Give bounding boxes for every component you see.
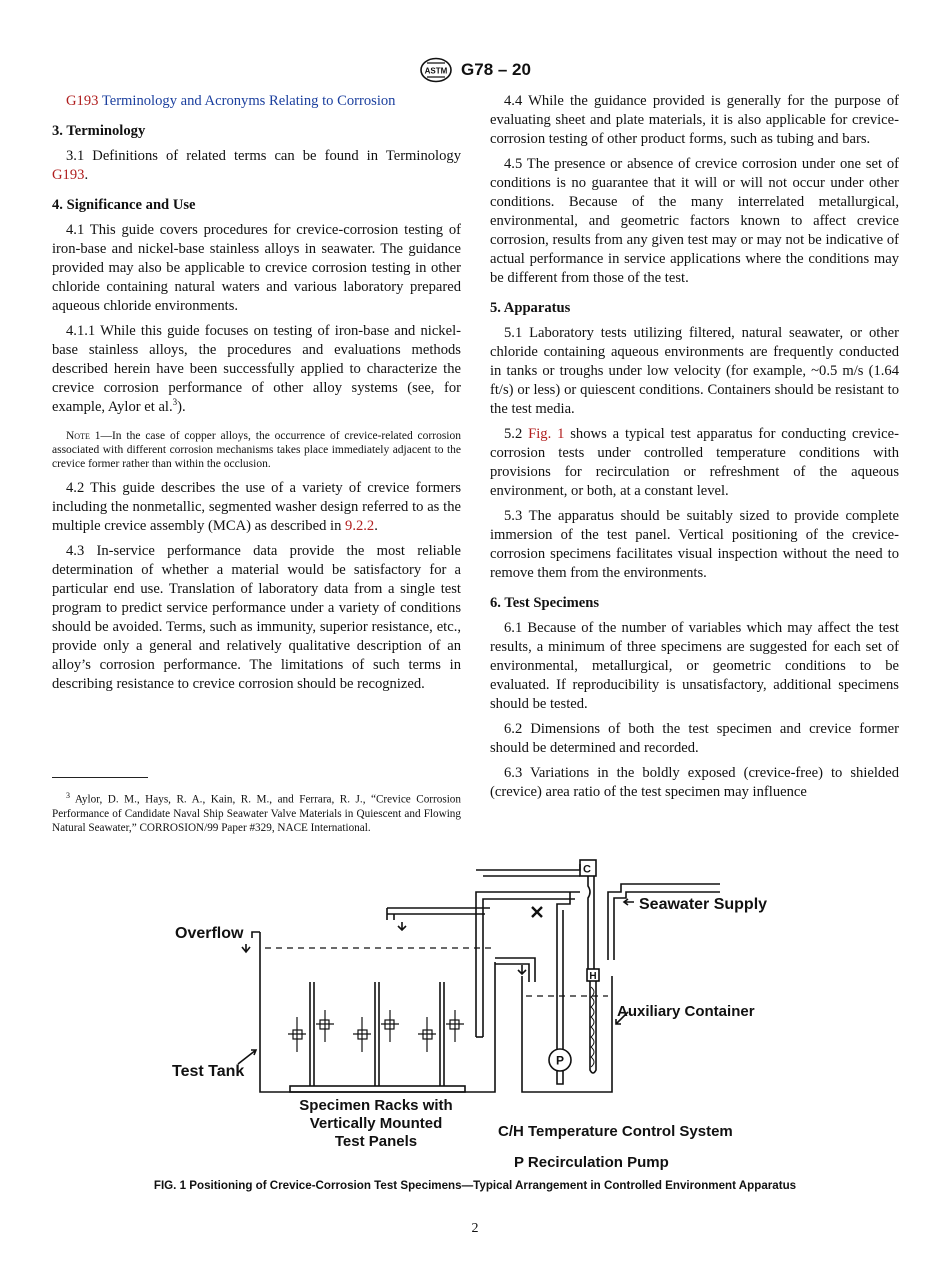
paragraph-6-3: 6.3 Variations in the boldly exposed (crevice-free) to shielded (crevice) area ratio of the test specimen may influence [490, 765, 899, 800]
paragraph-6-1: 6.1 Because of the number of variables which may affect the test results, a minimum of three specimens are suggested for each set of environmental, metallurgical, or geometric conditions to be evaluated. If reproducibility is unsatisfactory, additional specimens should be tested. [490, 620, 899, 712]
control-pipe [476, 864, 580, 876]
legend-temperature-control: C/H Temperature Control System [498, 1123, 733, 1140]
rack-3 [440, 982, 444, 1086]
page-number: 2 [471, 1221, 479, 1236]
page-header [0, 56, 950, 84]
paragraph-3-1 [52, 147, 461, 185]
paragraph-4-4: 4.4 While the guidance provided is generally for the purpose of evaluating sheet and plate materials, it is also applicable for crevice-corrosion testing of other product forms, such as tubing and bars. [490, 93, 899, 147]
legend-recirculation-pump: P Recirculation Pump [514, 1154, 669, 1171]
heater-coil [591, 987, 594, 1067]
p411-end: ). [177, 399, 186, 415]
section-3-title: 3. Terminology [52, 123, 146, 139]
footnote-divider [52, 777, 148, 778]
p31-text: 3.1 Definitions of related terms can be found in Terminology [66, 148, 461, 164]
paragraph-4-1: 4.1 This guide covers procedures for crevice-corrosion testing of iron-base and nickel-base stainless alloys in seawater. The guidance provided may also be applicable to crevice corrosion testing in other chloride containing natural waters and various laboratory prepared aqueous chloride environments. [52, 222, 461, 314]
test-tank-leader [238, 1050, 256, 1064]
paragraph-4-2 [52, 479, 461, 536]
p31-ref-link[interactable]: G193 [52, 167, 85, 183]
logo-text: ASTM [424, 66, 448, 76]
paragraph-5-3: 5.3 The apparatus should be suitably sized to provide complete immersion of the test panel. Vertical positioning of the crevice-corrosion specimens facilitates visual inspection without the need to remove them from the environments. [490, 508, 899, 581]
p42-text: 4.2 This guide describes the use of a variety of crevice formers including the nonmetallic, segmented washer design referred to as the multiple crevice assembly (MCA) as described in [52, 480, 461, 534]
paragraph-6-2: 6.2 Dimensions of both the test specimen and crevice former should be determined and recorded. [490, 721, 899, 756]
rack-1 [310, 982, 314, 1086]
auxiliary-container-outline [522, 976, 612, 1092]
return-arrow-icon [398, 922, 406, 930]
note-text: —In the case of copper alloys, the occurrence of crevice-related corrosion associated with different corrosion mechanisms takes place immediately adjacent to the crevice former rather than within the occlusion. [52, 430, 461, 470]
p411-text: 4.1.1 While this guide focuses on testing of iron-base and nickel-base stainless alloys, the procedures and evaluations methods described herein have been successfully applied to characterize the crevice corrosion performance of other alloy systems (see, for example, Aylor et al. [52, 323, 461, 415]
footnote-3 [52, 789, 461, 835]
footnote-ref-3[interactable]: 3 [172, 397, 178, 408]
overflow-pipe [252, 932, 260, 938]
apparatus-diagram [150, 852, 800, 1178]
test-tank-outline [260, 932, 495, 1092]
fig1-ref-link[interactable]: Fig. 1 [528, 426, 565, 442]
ref-title[interactable]: Terminology and Acronyms Relating to Corrosion [98, 93, 396, 109]
overflow-arrow-icon [242, 944, 250, 952]
p31-end: . [84, 167, 89, 183]
auxiliary-container-label: Auxiliary Container [617, 1003, 755, 1020]
paragraph-4-5: 4.5 The presence or absence of crevice corrosion under one set of conditions is no guarantee that it will or will not occur under other conditions. Because of the many interrelated metallurgical, environmental, and geometric factors known to affect crevice corrosion, results from any given test may or may not be indicative of actual performance in service applications where the conditions may be different from those of the test. [490, 156, 899, 286]
referenced-document-g193 [66, 92, 461, 111]
p42-end: . [374, 518, 378, 534]
standard-designation: G78 – 20 [461, 60, 531, 79]
figure-caption: FIG. 1 Positioning of Crevice-Corrosion Test Specimens—Typical Arrangement in Controlled Environment Apparatus [153, 1179, 797, 1192]
paragraph-4-3: 4.3 In-service performance data provide the most reliable determination of whether a material would be satisfactory for a particular end use. Translation of laboratory data from a single test program to predict service performance under a variety of conditions should be avoided. Terms, such as immunity, superior resistance, etc., provide only a general and relatively qualitative description of an alloy’s corrosion performance. The limitations of such terms in describing resistance to crevice corrosion should be recognized. [52, 543, 461, 692]
note-label: Note 1 [66, 430, 101, 442]
rack-base [290, 1086, 465, 1092]
test-tank-label: Test Tank [172, 1063, 245, 1080]
paragraph-5-1: 5.1 Laboratory tests utilizing filtered, natural seawater, or other chloride containing aqueous environments are frequently conducted in tanks or troughs under low velocity (for example, ~0.5 m/s (1.64 ft/s) or less) or quiescent conditions. Containers should be resistant to the test media. [490, 325, 899, 417]
aux-inflow-arrow-icon [518, 965, 526, 974]
section-4-title: 4. Significance and Use [52, 197, 196, 213]
racks-label-line-2: Vertically Mounted [309, 1115, 443, 1132]
c-label: C [583, 863, 591, 876]
pump-leg [557, 1071, 563, 1084]
p52-end: shows a typical test apparatus for conducting crevice-corrosion tests under controlled temperature conditions with provisions for recirculation or refreshment of the aqueous environment, or both, at a constant level. [490, 426, 899, 499]
p42-ref-link[interactable]: 9.2.2 [345, 518, 375, 534]
footnote-text: Aylor, D. M., Hays, R. A., Kain, R. M., and Ferrara, R. J., “Crevice Corrosion Performance of Candidate Naval Ship Seawater Valve Materials in Quiescent and Flowing Natural Seawater,” CORROSION/99 Paper #329, NACE International. [52, 793, 461, 834]
astm-logo-icon [419, 57, 453, 83]
valve-x-icon [532, 907, 542, 917]
tank-to-aux-pipe [495, 958, 535, 982]
paragraph-5-2 [490, 425, 899, 501]
supply-arrow-icon [624, 899, 634, 905]
rack-2 [375, 982, 379, 1086]
section-5-title: 5. Apparatus [490, 300, 571, 316]
right-column [490, 92, 899, 808]
h-label: H [589, 971, 597, 982]
seawater-supply-label: Seawater Supply [639, 896, 768, 913]
left-column [52, 92, 461, 700]
note-1 [52, 429, 461, 471]
ref-link-g193[interactable]: G193 [66, 93, 99, 109]
racks-label-line-1: Specimen Racks with [299, 1097, 453, 1114]
p-label: P [555, 1053, 565, 1068]
return-pipe [387, 908, 490, 914]
p52-text: 5.2 [504, 426, 529, 442]
footnote-number: 3 [66, 791, 70, 800]
c-to-h-line [588, 876, 594, 969]
racks-label-line-3: Test Panels [334, 1133, 418, 1150]
pump-riser [557, 892, 570, 1049]
paragraph-4-1-1 [52, 322, 461, 417]
section-6-title: 6. Test Specimens [490, 595, 600, 611]
overflow-label: Overflow [175, 925, 244, 942]
